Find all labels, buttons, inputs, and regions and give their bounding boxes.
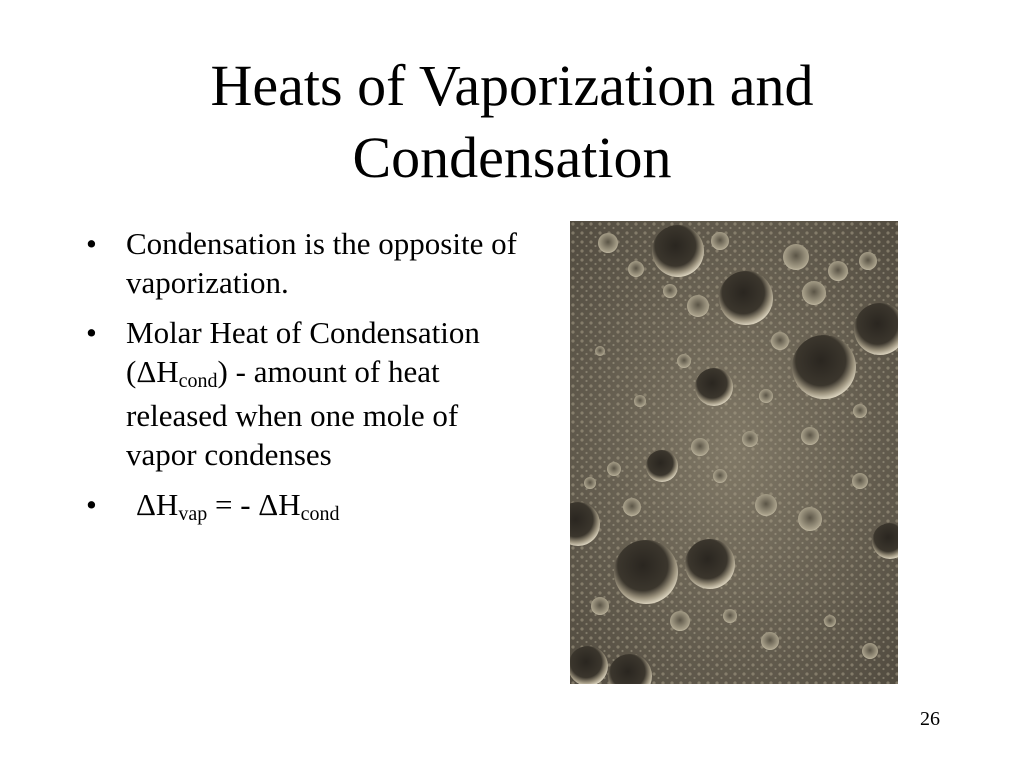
title-line-1: Heats of Vaporization and [210,53,814,118]
title-line-2: Condensation [352,125,672,190]
page-number: 26 [920,708,940,730]
subscript-cond: cond [178,370,218,392]
bullet-text-before: Molar Heat of Condensation (ΔH [126,315,480,389]
equation-middle: = - ΔH [207,487,301,522]
bullet-item-equation [80,485,530,529]
bullet-icon: • [86,315,97,350]
bullet-item-molar-heat [80,313,530,474]
condensation-droplets-photo [570,221,898,684]
bullet-item-condensation [80,224,530,302]
bullet-list [80,224,530,540]
slide-title [100,50,924,194]
bullet-icon: • [86,487,97,522]
equation-delta-h: ΔH [136,487,179,522]
bullet-text: Condensation is the opposite of vaporization. [126,226,517,300]
subscript-vap: vap [178,503,208,525]
bullet-text-after: ) - amount of heat released when one mole of vapor condenses [126,354,459,472]
equation [126,487,340,525]
subscript-cond: cond [300,503,340,525]
bullet-icon: • [86,226,97,261]
droplets-image [570,221,898,684]
